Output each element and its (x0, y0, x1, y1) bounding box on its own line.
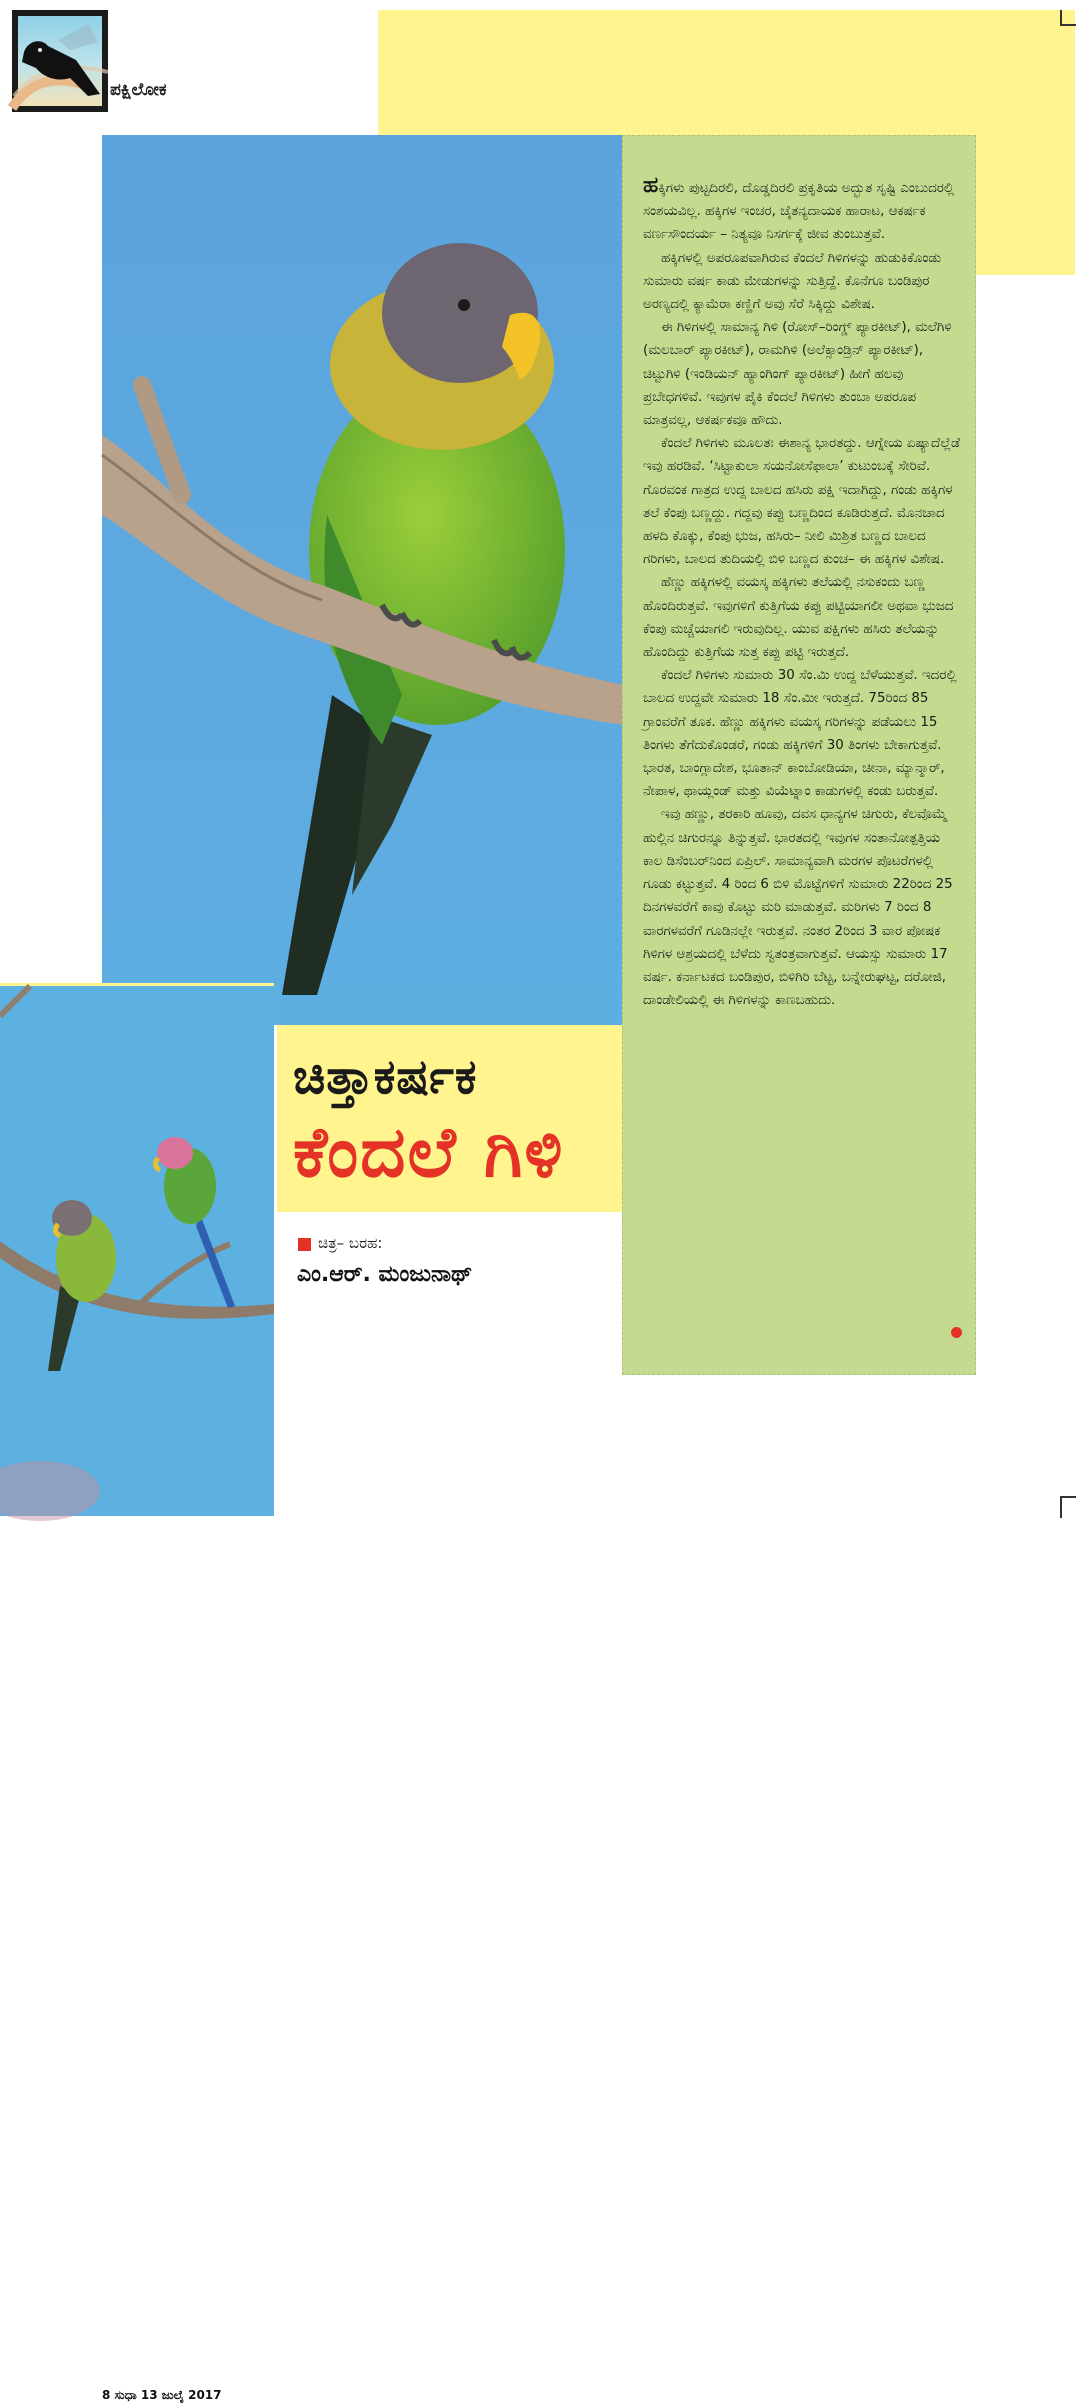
crop-mark-bottom-right (1060, 1496, 1076, 1518)
article-paragraph: ಹೆಣ್ಣು ಹಕ್ಕಿಗಳಲ್ಲಿ ವಯಸ್ಕ ಹಕ್ಕಿಗಳು ತಲೆಯಲ್ಲಿ ನಸುಕಂದು ಬಣ್ಣ ಹೊಂದಿರುತ್ತವೆ. ಇವುಗಳಿಗೆ ಕುತ್ತಿಗೆಯ ಕಪ್ಪು ಪಟ್ಟಿಯಾಗಲೀ ಅಥವಾ ಭುಜದ ಕೆಂಪು ಮಚ್ಚೆಯಾಗಲಿ ಇರುವುದಿಲ್ಲ. ಯುವ ಪಕ್ಷಿಗಳು ಹಸಿರು ತಲೆಯನ್ನು ಹೊಂದಿದ್ದು ಕುತ್ತಿಗೆಯ ಸುತ್ತ ಕಪ್ಪು ಪಟ್ಟಿ ಇರುತ್ತದೆ. (643, 575, 954, 661)
header-yellow-band (378, 10, 1075, 135)
bird-silhouette-icon (18, 16, 102, 106)
article-title-line2: ಕೆಂದಲೆ ಗಿಳಿ (293, 1111, 565, 1193)
article-title-line1: ಚಿತ್ತಾಕರ್ಷಕ (293, 1049, 478, 1105)
article-paragraph: ಇವು ಹಣ್ಣು, ತರಕಾರಿ ಹೂವು, ದವಸ ಧಾನ್ಯಗಳ ಚಿಗುರು, ಕೆಲವೊಮ್ಮೆ ಹುಲ್ಲಿನ ಚಿಗುರನ್ನೂ ತಿನ್ನುತ್ತವೆ. ಭಾರತದಲ್ಲಿ ಇವುಗಳ ಸಂತಾನೋತ್ಪತ್ತಿಯ ಕಾಲ ಡಿಸೆಂಬರ್‌ನಿಂದ ಏಪ್ರಿಲ್. ಸಾಮಾನ್ಯವಾಗಿ ಮರಗಳ ಪೊಟರೆಗಳಲ್ಲಿ ಗೂಡು ಕಟ್ಟುತ್ತವೆ. 4 ರಿಂದ 6 ಬಿಳಿ ಮೊಟ್ಟೆಗಳಿಗೆ ಸುಮಾರು 22ರಿಂದ 25 ದಿನಗಳವರೆಗೆ ಕಾವು ಕೊಟ್ಟು ಮರಿ ಮಾಡುತ್ತವೆ. ಮರಿಗಳು 7 ರಿಂದ 8 ವಾರಗಳವರೆಗೆ ಗೂಡಿನಲ್ಲೇ ಇರುತ್ತವೆ. ನಂತರ 2ರಿಂದ 3 ವಾರ ಪೋಷಕ ಗಿಳಿಗಳ ಆಶ್ರಯದಲ್ಲಿ ಬೆಳೆದು ಸ್ವತಂತ್ರವಾಗುತ್ತವೆ. ಆಯಸ್ಸು ಸುಮಾರು 17 ವರ್ಷ. ಕರ್ನಾಟಕದ ಬಂಡಿಪುರ, ಬಿಳಿಗಿರಿ ಬೆಟ್ಟ, ಬನ್ನೇರುಘಟ್ಟ, ದರೋಜಿ, ದಾಂಡೇಲಿಯಲ್ಲಿ ಈ ಗಿಳಿಗಳನ್ನು ಕಾಣಬಹುದು. (643, 807, 953, 1009)
article-paragraph: ಕೆಂದಲೆ ಗಿಳಿಗಳು ಸುಮಾರು 30 ಸೆಂ.ಮಿ ಉದ್ದ ಬೆಳೆಯುತ್ತವೆ. ಇದರಲ್ಲಿ ಬಾಲದ ಉದ್ದವೇ ಸುಮಾರು 18 ಸೆಂ.ಮೀ ಇರುತ್ತದೆ. 75ರಿಂದ 85 ಗ್ರಾಂವರೆಗೆ ತೂಕ. ಹೆಣ್ಣು ಹಕ್ಕಿಗಳು ವಯಸ್ಕ ಗರಿಗಳನ್ನು ಪಡೆಯಲು 15 ತಿಂಗಳು ತೆಗೆದುಕೊಂಡರೆ, ಗಂಡು ಹಕ್ಕಿಗಳಿಗೆ 30 ತಿಂಗಳು ಬೇಕಾಗುತ್ತವೆ. ಭಾರತ, ಬಾಂಗ್ಲಾದೇಶ, ಭೂತಾನ್ ಕಾಂಬೋಡಿಯಾ, ಚೀನಾ, ಮ್ಯಾನ್ಮಾರ್, ನೇಪಾಳ, ಥಾಯ್ಲಂಡ್ ಮತ್ತು ವಿಯೆಟ್ನಾಂ ಕಾಡುಗಳಲ್ಲಿ ಕಂಡು ಬರುತ್ತವೆ. (643, 668, 957, 800)
author-name: ಎಂ.ಆರ್. ಮಂಜುನಾಥ್ (297, 1262, 473, 1287)
credit-label: ಚಿತ್ರ– ಬರಹ: (318, 1234, 383, 1252)
article-paragraph: ಈ ಗಿಳಿಗಳಲ್ಲಿ ಸಾಮಾನ್ಯ ಗಿಳಿ (ರೋಸ್–ರಿಂಗ್ಡ್ ಪ್ಯಾರಕೀಟ್), ಮಲೆಗಿಳಿ (ಮಲಬಾರ್ ಪ್ಯಾರಕೀಟ್), ರಾಮಗಿಳಿ (ಅಲೆಕ್ಸಾಂಡ್ರಿನ್ ಪ್ಯಾರಕೀಟ್), ಚಿಟ್ಟುಗಿಳಿ (ಇಂಡಿಯನ್ ಹ್ಯಾಂಗಿಂಗ್ ಪ್ಯಾರಕೀಟ್) ಹೀಗೆ ಹಲವು ಪ್ರಬೇಧಗಳಿವೆ. ಇವುಗಳ ಪೈಕಿ ಕೆಂದಲೆ ಗಿಳಿಗಳು ತುಂಬಾ ಅಪರೂಪ ಮಾತ್ರವಲ್ಲ, ಆಕರ್ಷಕವೂ ಹೌದು. (643, 320, 952, 429)
article-paragraph: ಹಕ್ಕಿಗಳು ಪುಟ್ಟದಿರಲಿ, ದೊಡ್ಡದಿರಲಿ ಪ್ರಕೃತಿಯ ಅದ್ಭುತ ಸೃಷ್ಟಿ ಎಂಬುದರಲ್ಲಿ ಸಂಶಯವಿಲ್ಲ. ಹಕ್ಕಿಗಳ ಇಂಚರ, ಚೈತನ್ಯದಾಯಕ ಹಾರಾಟ, ಆಕರ್ಷಕ ವರ್ಣಸೌಂದರ್ಯ – ನಿತ್ಯವೂ ನಿಸರ್ಗಕ್ಕೆ ಜೀವ ತುಂಬುತ್ತವೆ. (643, 173, 954, 243)
article-body (643, 174, 961, 1012)
title-block (277, 1025, 624, 1212)
page-folio: 8 ಸುಧಾ 13 ಜುಲೈ 2017 (102, 2388, 222, 2402)
right-yellow-strip (975, 135, 1075, 275)
section-logo (12, 10, 108, 112)
crop-mark-top-right (1060, 10, 1076, 26)
pair-parakeets-photo (0, 983, 274, 2402)
end-of-article-dot (951, 1327, 962, 1338)
section-label: ಪಕ್ಷಿಲೋಕ (110, 80, 167, 100)
article-paragraph: ಹಕ್ಕಿಗಳಲ್ಲಿ ಅಪರೂಪವಾಗಿರುವ ಕೆಂದಲೆ ಗಿಳಿಗಳನ್ನು ಹುಡುಕಿಕೊಂಡು ಸುಮಾರು ವರ್ಷ ಕಾಡು ಮೇಡುಗಳನ್ನು ಸುತ್ತಿದ್ದೆ. ಕೊನೆಗೂ ಬಂಡಿಪುರ ಅರಣ್ಯದಲ್ಲಿ ಕ್ಯಾಮೆರಾ ಕಣ್ಣಿಗೆ ಅವು ಸೆರೆ ಸಿಕ್ಕಿದ್ದು ವಿಶೇಷ. (643, 250, 942, 313)
article-text-panel (622, 135, 976, 1375)
dropcap: ಹ (643, 173, 659, 198)
credit-marker (298, 1238, 311, 1251)
article-paragraph: ಕೆಂದಲೆ ಗಿಳಿಗಳು ಮೂಲತಃ ಈಶಾನ್ಯ ಭಾರತದ್ದು. ಆಗ್ನೇಯ ಏಷ್ಯಾದೆಲ್ಲೆಡೆ ಇವು ಹರಡಿವೆ. ‘ಸಿಟ್ಟಾಕುಲಾ ಸಯನೋಸೆಫಾಲಾ’ ಕುಟುಂಬಕ್ಕೆ ಸೇರಿವೆ. ಗೊರವಂಕ ಗಾತ್ರದ ಉದ್ದ ಬಾಲದ ಹಸಿರು ಪಕ್ಷಿ ಇದಾಗಿದ್ದು, ಗಂಡು ಹಕ್ಕಿಗಳ ತಲೆ ಕೆಂಪು ಬಣ್ಣದ್ದು. ಗದ್ದವು ಕಪ್ಪು ಬಣ್ಣದಿಂದ ಕೂಡಿರುತ್ತದೆ. ಮೊನಚಾದ ಹಳದಿ ಕೊಕ್ಕು, ಕೆಂಪು ಭುಜ, ಹಸಿರು– ನೀಲಿ ಮಿಶ್ರಿತ ಬಣ್ಣದ ಬಾಲದ ಗರಿಗಳು, ಬಾಲದ ತುದಿಯಲ್ಲಿ ಬಿಳಿ ಬಣ್ಣದ ಕುಂಚ– ಈ ಹಕ್ಕಿಗಳ ವಿಶೇಷ. (643, 436, 961, 568)
main-parakeet-photo (102, 135, 624, 1025)
